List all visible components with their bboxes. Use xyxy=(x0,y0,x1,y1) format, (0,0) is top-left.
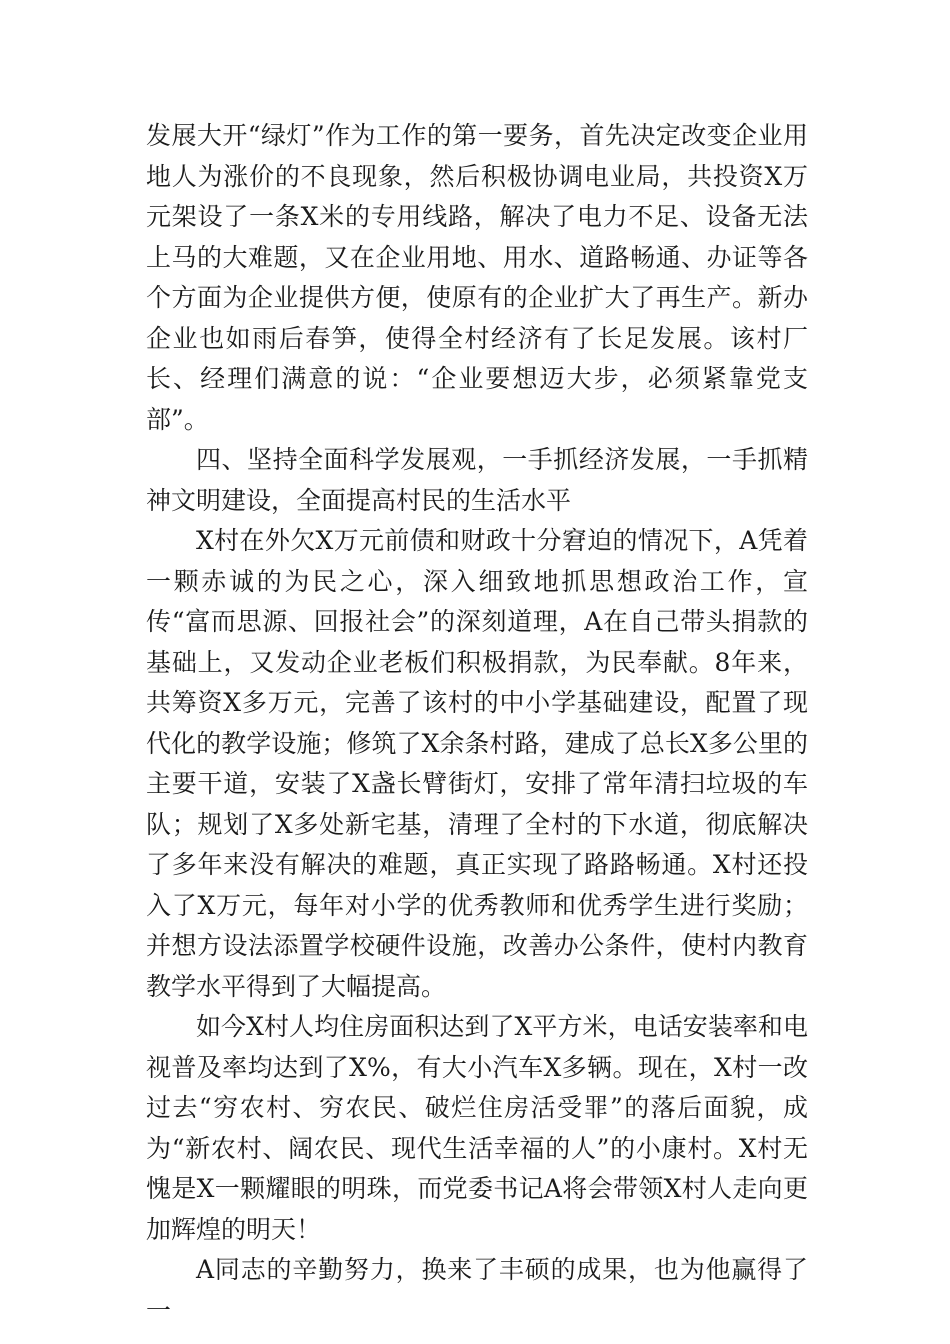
paragraph-village-today: 如今X村人均住房面积达到了X平方米，电话安装率和电视普及率均达到了X%，有大小汽车X多辆。现在，X村一改过去“穷农村、穷农民、破烂住房活受罪”的落后面貌，成为“新农村、阔农民、现代生活幸福的人”的小康村。X村无愧是X一颗耀眼的明珠，而党委书记A将会带领X村人走向更加辉煌的明天！ xyxy=(146,1012,808,1244)
paragraph-donations: X村在外欠X万元前债和财政十分窘迫的情况下，A凭着一颗赤诚的为民之心，深入细致地抓思想政治工作，宣传“富而思源、回报社会”的深刻道理，A在自己带头捐款的基础上，又发动企业老板们积极捐款，为民奉献。8年来，共筹资X多万元，完善了该村的中小学基础建设，配置了现代化的教学设施；修筑了X余条村路，建成了总长X多公里的主要干道，安装了X盏长臂街灯，安排了常年清扫垃圾的车队；规划了X多处新宅基，清理了全村的下水道，彻底解决了多年来没有解决的难题，真正实现了路路畅通。X村还投入了X万元，每年对小学的优秀教师和优秀学生进行奖励；并想方设法添置学校硬件设施，改善办公条件，使村内教育教学水平得到了大幅提高。 xyxy=(146,526,808,1001)
paragraph-closing: A同志的辛勤努力，换来了丰硕的成果，也为他赢得了一 xyxy=(146,1255,808,1325)
document-body xyxy=(146,116,808,1331)
section-heading-four: 四、坚持全面科学发展观，一手抓经济发展，一手抓精神文明建设，全面提高村民的生活水平 xyxy=(146,445,808,515)
paragraph-enterprise-support: 发展大开“绿灯”作为工作的第一要务，首先决定改变企业用地人为涨价的不良现象，然后积极协调电业局，共投资X万元架设了一条X米的专用线路，解决了电力不足、设备无法上马的大难题，又在企业用地、用水、道路畅通、办证等各个方面为企业提供方便，使原有的企业扩大了再生产。新办企业也如雨后春笋，使得全村经济有了长足发展。该村厂长、经理们满意的说：“企业要想迈大步，必须紧靠党支部”。 xyxy=(146,121,808,434)
